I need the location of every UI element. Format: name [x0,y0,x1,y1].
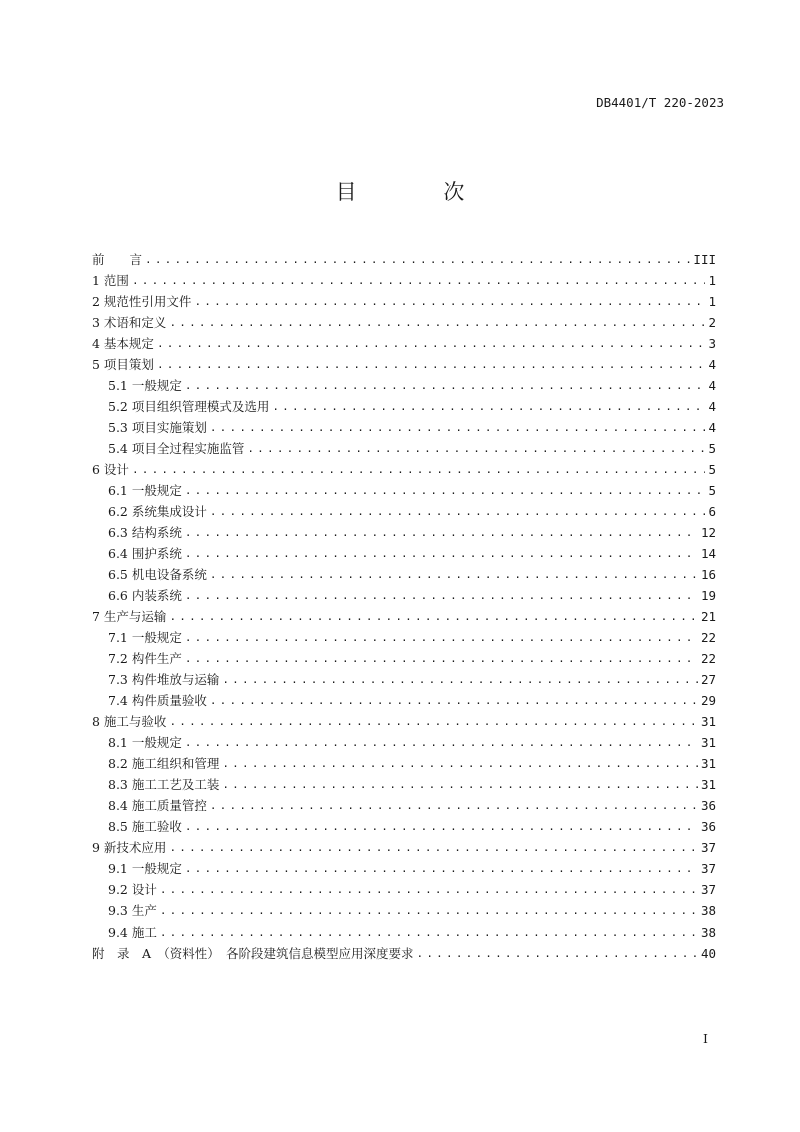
toc-entry[interactable] [92,333,716,354]
toc-entry-page: 29 [700,693,716,709]
toc-entry[interactable] [92,564,716,585]
dot-leader [210,795,698,816]
toc-entry-label: 6.6 内装系统 [108,588,182,604]
toc-entry-page: 31 [700,756,716,772]
toc-entry-page: 4 [708,357,716,373]
toc-entry-page: 2 [708,315,716,331]
toc-entry-label: 7.2 构件生产 [108,651,182,667]
toc-entry-label: 8.3 施工工艺及工装 [108,777,220,793]
toc-entry-label: 9.1 一般规定 [108,861,182,877]
toc-entry[interactable] [92,627,716,648]
toc-entry-page: 4 [708,378,716,394]
toc-entry-label: 1 范围 [92,273,129,289]
toc-entry-label: 6.4 围护系统 [108,546,182,562]
toc-entry-page: 5 [708,462,716,478]
toc-entry[interactable] [92,459,716,480]
dot-leader [222,774,698,795]
toc-entry[interactable] [92,249,716,270]
dot-leader [132,270,706,291]
toc-entry-page: 3 [708,336,716,352]
dot-leader [222,753,698,774]
toc-entry[interactable] [92,438,716,459]
dot-leader [222,669,698,690]
dot-leader [160,922,698,943]
toc-entry[interactable] [92,291,716,312]
toc-entry-page: 38 [700,924,716,940]
toc-entry-label: 前 言 [92,252,143,267]
toc-entry-label: 2 规范性引用文件 [92,294,192,310]
dot-leader [185,858,698,879]
toc-entry-label: 6.5 机电设备系统 [108,567,207,583]
toc-entry-label: 8.2 施工组织和管理 [108,756,220,772]
toc-entry-page: 21 [700,609,716,625]
dot-leader [169,837,698,858]
dot-leader [185,732,698,753]
toc-entry[interactable] [92,837,716,858]
toc-entry[interactable] [92,795,716,816]
toc-entry-label: 8.5 施工验收 [108,819,182,835]
dot-leader [417,943,698,964]
toc-entry[interactable] [92,396,716,417]
toc-entry-label: 9.4 施工 [108,924,157,940]
toc-entry-label: 9.2 设计 [108,882,157,898]
toc-entry-page: 22 [700,651,716,667]
toc-entry-page: 36 [700,819,716,835]
toc-entry[interactable] [92,753,716,774]
dot-leader [185,816,698,837]
toc-entry[interactable] [92,732,716,753]
toc-entry-page: 19 [700,588,716,604]
dot-leader [132,459,706,480]
toc-entry-label: 7.1 一般规定 [108,630,182,646]
toc-entry-page: 36 [700,798,716,814]
toc-entry-page: 4 [708,420,716,436]
dot-leader [157,333,706,354]
dot-leader [169,711,698,732]
dot-leader [185,648,698,669]
dot-leader [185,627,698,648]
toc-entry[interactable] [92,879,716,900]
toc-entry-page: 6 [708,504,716,520]
toc-entry[interactable] [92,648,716,669]
toc-entry-label: 9 新技术应用 [92,840,167,856]
dot-leader [247,438,705,459]
dot-leader [145,249,690,270]
toc-entry-label: 7 生产与运输 [92,609,167,625]
toc-entry-label: 5.1 一般规定 [108,378,182,394]
toc-entry-label: 5.4 项目全过程实施监管 [108,441,245,457]
dot-leader [272,396,705,417]
toc-entry-page: III [693,252,716,267]
toc-entry-page: 16 [700,567,716,583]
dot-leader [169,312,705,333]
toc-entry-page: 4 [708,399,716,415]
toc-entry[interactable] [92,270,716,291]
toc-entry[interactable] [92,522,716,543]
toc-entry[interactable] [92,690,716,711]
dot-leader [185,585,698,606]
toc-entry-page: 37 [700,882,716,898]
dot-leader [185,522,698,543]
toc-entry-page: 14 [700,546,716,562]
toc-entry[interactable] [92,711,716,732]
dot-leader [210,564,698,585]
toc-entry[interactable] [92,606,716,627]
toc-entry-page: 27 [700,672,716,688]
toc-entry-page: 37 [700,861,716,877]
dot-leader [210,501,706,522]
toc-entry[interactable] [92,943,716,964]
toc-entry-label: 7.3 构件堆放与运输 [108,672,220,688]
toc-entry-page: 1 [708,273,716,289]
toc-entry-label: 附 录 A （资料性） 各阶段建筑信息模型应用深度要求 [92,945,414,961]
toc-entry-label: 5.3 项目实施策划 [108,420,207,436]
table-of-contents [92,249,716,964]
dot-leader [210,417,706,438]
toc-entry-label: 3 术语和定义 [92,315,167,331]
toc-entry[interactable] [92,354,716,375]
dot-leader [185,543,698,564]
dot-leader [185,480,706,501]
document-id: DB4401/T 220-2023 [596,95,724,110]
toc-entry[interactable] [92,312,716,333]
dot-leader [157,354,706,375]
dot-leader [160,900,698,921]
toc-entry-page: 31 [700,714,716,730]
page-title: 目 次 [335,180,505,204]
page-number: I [703,1031,708,1046]
toc-entry-page: 5 [708,441,716,457]
dot-leader [194,291,705,312]
toc-entry-label: 4 基本规定 [92,336,154,352]
toc-entry[interactable] [92,858,716,879]
toc-entry-label: 5 项目策划 [92,357,154,373]
toc-entry[interactable] [92,375,716,396]
toc-entry-label: 5.2 项目组织管理模式及选用 [108,399,270,415]
dot-leader [210,690,698,711]
toc-entry[interactable] [92,543,716,564]
toc-entry-label: 8.4 施工质量管控 [108,798,207,814]
toc-entry[interactable] [92,417,716,438]
toc-entry-page: 31 [700,777,716,793]
toc-entry-page: 37 [700,840,716,856]
toc-entry-page: 38 [700,903,716,919]
toc-entry-page: 12 [700,525,716,541]
toc-entry[interactable] [92,774,716,795]
toc-entry-page: 5 [708,483,716,499]
toc-entry-label: 8 施工与验收 [92,714,167,730]
toc-entry[interactable] [92,900,716,921]
toc-entry[interactable] [92,816,716,837]
toc-entry-label: 6.1 一般规定 [108,483,182,499]
toc-entry[interactable] [92,669,716,690]
dot-leader [160,879,698,900]
toc-entry-page: 40 [700,945,716,961]
dot-leader [169,606,698,627]
toc-entry-label: 6 设计 [92,462,129,478]
toc-entry[interactable] [92,480,716,501]
toc-entry-page: 31 [700,735,716,751]
toc-entry-label: 7.4 构件质量验收 [108,693,207,709]
toc-entry-label: 6.2 系统集成设计 [108,504,207,520]
toc-entry-page: 22 [700,630,716,646]
toc-entry-label: 8.1 一般规定 [108,735,182,751]
dot-leader [185,375,706,396]
toc-entry-label: 9.3 生产 [108,903,157,919]
toc-entry-page: 1 [708,294,716,310]
toc-entry[interactable] [92,585,716,606]
toc-entry[interactable] [92,922,716,943]
toc-entry-label: 6.3 结构系统 [108,525,182,541]
toc-entry[interactable] [92,501,716,522]
